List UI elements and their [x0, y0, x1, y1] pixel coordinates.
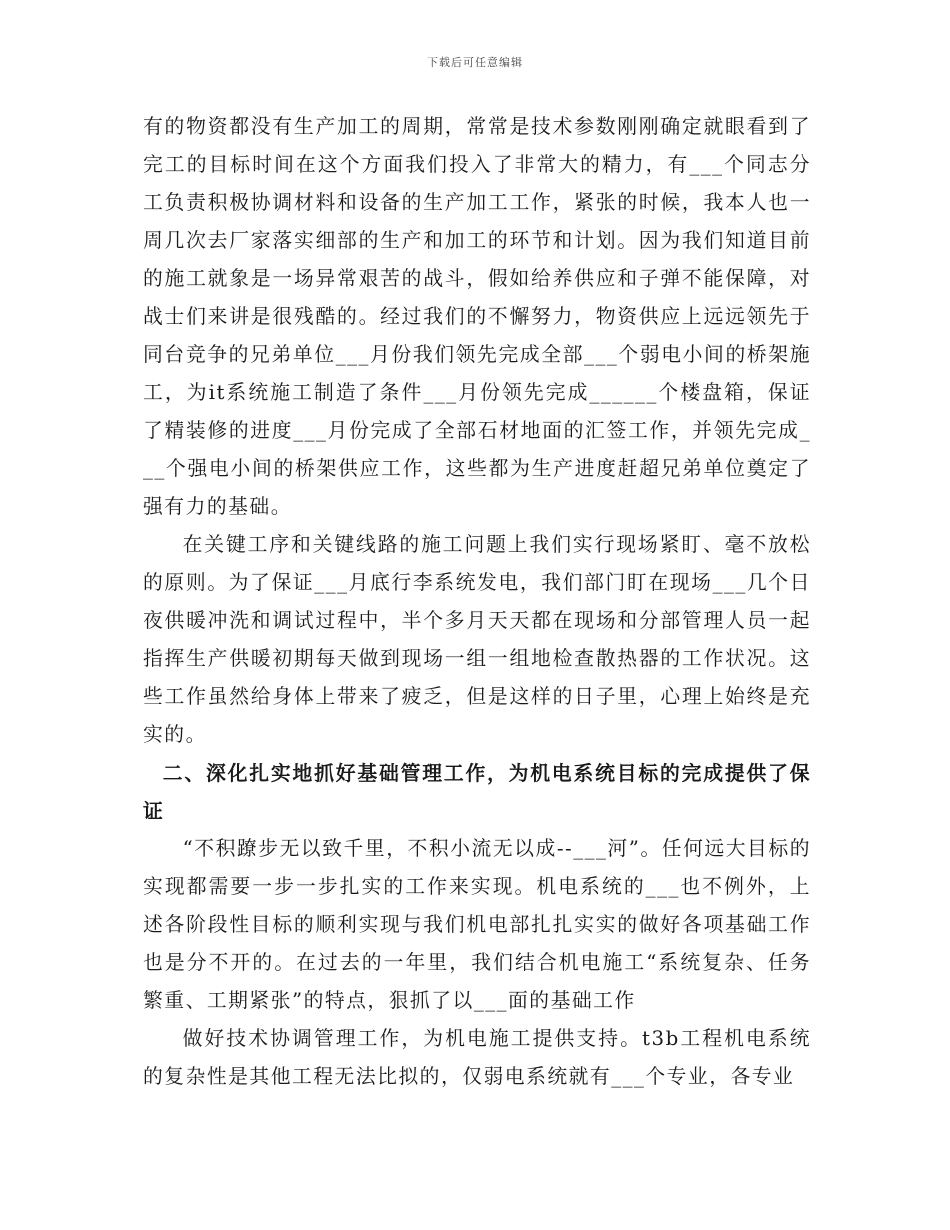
section-heading: 二、深化扎实地抓好基础管理工作，为机电系统目标的完成提供了保证 — [143, 761, 811, 823]
paragraph-4: 做好技术协调管理工作，为机电施工提供支持。t3b工程机电系统的复杂性是其他工程无法比拟的，仅弱电系统就有___个专业，各专业 — [143, 1027, 811, 1088]
document-body — [143, 108, 811, 1096]
paragraph-2: 在关键工序和关键线路的施工问题上我们实行现场紧盯、毫不放松的原则。为了保证___月底行李系统发电，我们部门盯在现场___几个日夜供暖冲洗和调试过程中，半个多月天天都在现场和分部管理人员一起指挥生产供暖初期每天做到现场一组一组地检查散热器的工作状况。这些工作虽然给身体上带来了疲乏，但是这样的日子里，心理上始终是充实的。 — [143, 533, 811, 746]
paragraph-3: “不积蹽步无以致千里，不积小流无以成--___河”。任何远大目标的实现都需要一步一步扎实的工作来实现。机电系统的___也不例外，上述各阶段性目标的顺利实现与我们机电部扎扎实实的做好各项基础工作也是分不开的。在过去的一年里，我们结合机电施工“系统复杂、任务繁重、工期紧张”的特点，狠抓了以___面的基础工作 — [143, 837, 811, 1012]
paragraph-1: 有的物资都没有生产加工的周期，常常是技术参数刚刚确定就眼看到了完工的目标时间在这个方面我们投入了非常大的精力，有___个同志分工负责积极协调材料和设备的生产加工工作，紧张的时候，我本人也一周几次去厂家落实细部的生产和加工的环节和计划。因为我们知道目前的施工就象是一场异常艰苦的战斗，假如给养供应和子弹不能保障，对战士们来讲是很残酷的。经过我们的不懈努力，物资供应上远远领先于同台竞争的兄弟单位___月份我们领先完成全部___个弱电小间的桥架施工，为it系统施工制造了条件___月份领先完成______个楼盘箱，保证了精装修的进度___月份完成了全部石材地面的汇签工作，并领先完成___个强电小间的桥架供应工作，这些都为生产进度赶超兄弟单位奠定了强有力的基础。 — [143, 115, 811, 518]
page-header: 下载后可任意编辑 — [427, 56, 523, 69]
